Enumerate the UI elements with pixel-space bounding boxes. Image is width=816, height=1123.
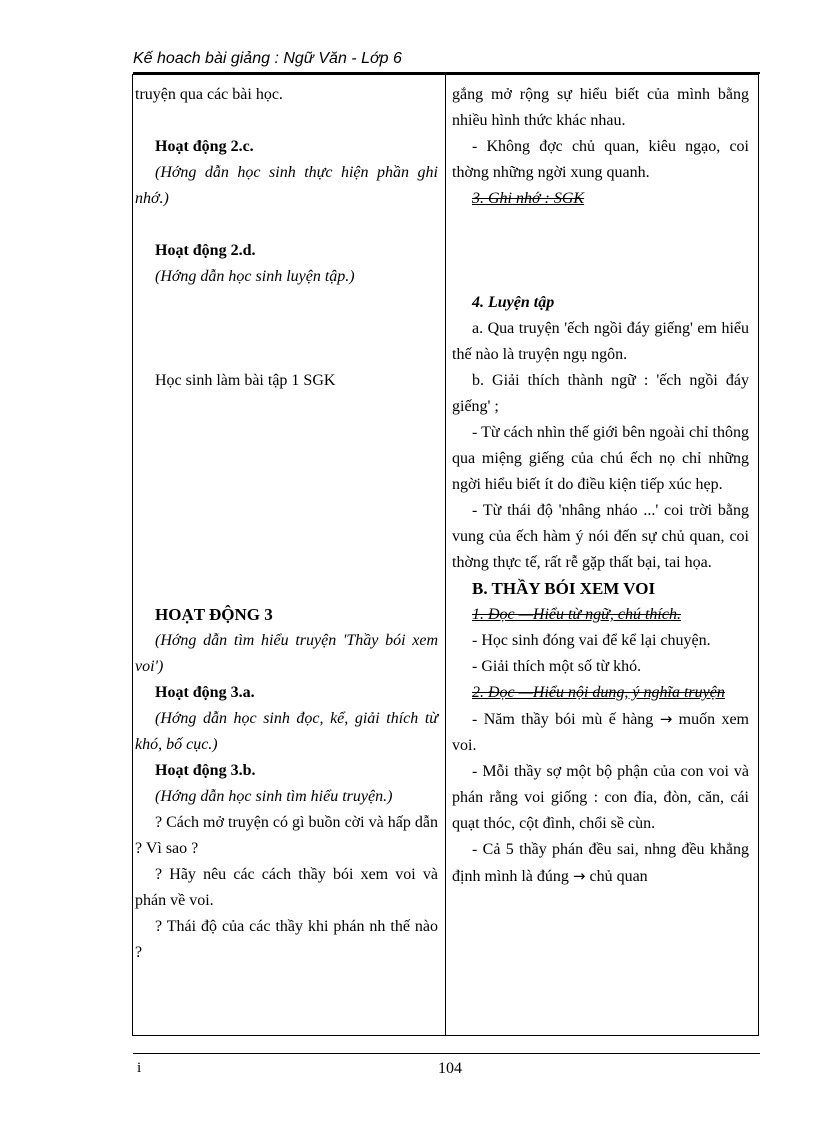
activity-note: (Hớng dẫn tìm hiểu truyện 'Thầy bói xem voi') (135, 632, 438, 675)
section-heading: B. THẦY BÓI XEM VOI (472, 579, 656, 598)
right-text: - Không đợc chủ quan, kiêu ngạo, coi thờng những ngời xung quanh. (452, 138, 749, 181)
activity-heading: Hoạt động 3.b. (155, 762, 256, 779)
right-text: b. Giải thích thành ngữ : 'ếch ngồi đáy giếng' ; (452, 372, 749, 415)
arrow-right-icon: → (572, 867, 586, 885)
exercise-text: Học sinh làm bài tập 1 SGK (155, 372, 336, 389)
activity-note: (Hớng dẫn học sinh đọc, kể, giải thích từ khó, bố cục.) (135, 710, 438, 753)
question-text: ? Cách mở truyện có gì buồn cời và hấp dẫn ? Vì sao ? (135, 814, 438, 857)
question-text: ? Hãy nêu các cách thầy bói xem voi và phán về voi. (135, 866, 438, 909)
right-text-part: - Năm thầy bói mù ế hàng (472, 711, 654, 728)
column-divider (445, 74, 446, 1036)
left-text: truyện qua các bài học. (135, 86, 283, 103)
right-text: gắng mở rộng sự hiểu biết của mình bằng nhiều hình thức khác nhau. (452, 86, 749, 129)
subheading: 4. Luyện tập (472, 294, 555, 311)
subheading: 2. Đọc —Hiểu nội dung, ý nghĩa truyện (472, 684, 725, 701)
activity-heading: Hoạt động 2.d. (155, 242, 256, 259)
left-column (135, 82, 438, 966)
subheading: 3. Ghi nhớ : SGK (472, 190, 585, 207)
right-text: - Mỗi thầy sợ một bộ phận của con voi và phán rằng voi giống : con đỉa, đòn, căn, cái quạt thóc, cột đình, chổi sề cùn. (452, 763, 749, 832)
page-number: 104 (438, 1060, 462, 1077)
right-text: - Học sinh đóng vai để kể lại chuyện. (472, 632, 711, 649)
footer-rule (133, 1053, 760, 1054)
right-column (452, 82, 749, 890)
question-text: ? Thái độ của các thầy khi phán nh thế nào ? (135, 918, 438, 961)
arrow-right-icon: → (659, 710, 673, 728)
right-text (452, 837, 749, 890)
right-text: - Từ cách nhìn thế giới bên ngoài chỉ thông qua miệng giếng của chú ếch nọ chỉ những ngời hiểu biết ít do điều kiện tiếp xúc hẹp. (452, 424, 749, 493)
right-text: - Giải thích một số từ khó. (472, 658, 642, 675)
activity-note: (Hớng dẫn học sinh luyện tập.) (155, 268, 355, 285)
document-header: Kế hoach bài giảng : Ngữ Văn - Lớp 6 (133, 50, 402, 67)
right-text-part: - Cả 5 thầy phán đều sai, nhng đều khẳng định mình là đúng (452, 841, 749, 885)
activity-heading: Hoạt động 2.c. (155, 138, 254, 155)
section-heading: HOẠT ĐỘNG 3 (155, 605, 273, 624)
activity-heading: Hoạt động 3.a. (155, 684, 255, 701)
activity-note: (Hớng dẫn học sinh thực hiện phần ghi nhớ.) (135, 164, 438, 207)
footer-left-text: i (137, 1060, 142, 1076)
right-text-part: muốn xem voi. (452, 711, 750, 754)
right-text: a. Qua truyện 'ếch ngồi đáy giếng' em hiểu thế nào là truyện ngụ ngôn. (452, 320, 749, 363)
activity-note: (Hớng dẫn học sinh tìm hiểu truyện.) (155, 788, 393, 805)
right-text: - Từ thái độ 'nhâng nháo ...' coi trời bằng vung của ếch hàm ý nói đến sự chủ quan, coi thờng thực tế, rất rễ gặp thất bại, tai họa. (452, 502, 749, 571)
subheading: 1. Đọc —Hiểu từ ngữ, chú thích. (472, 606, 681, 623)
right-text (452, 706, 749, 759)
right-text-part: chủ quan (589, 868, 648, 885)
